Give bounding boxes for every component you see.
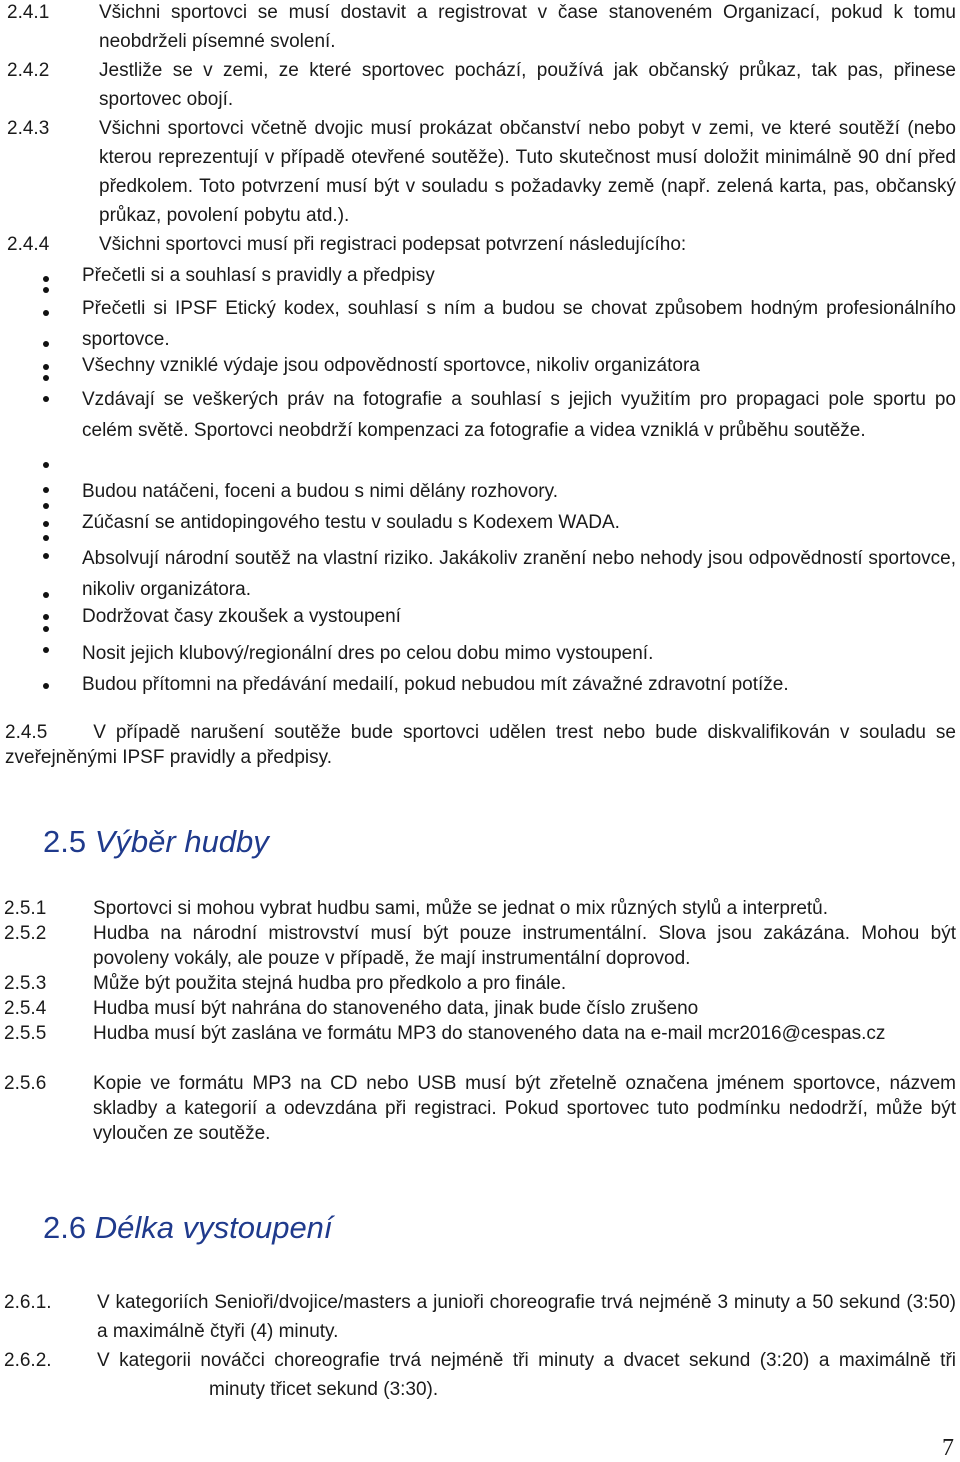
- item-number: 2.5.5: [4, 1023, 47, 1044]
- page-number: 7: [942, 1435, 954, 1461]
- bullet-dot: [43, 553, 49, 559]
- bullet-dot: [43, 396, 49, 402]
- item-text: Hudba musí být nahrána do stanoveného data, jinak bude číslo zrušeno: [93, 998, 699, 1019]
- item-text: Všichni sportovci včetně dvojic musí prokázat občanství nebo pobyt v zemi, ve které soutěží (nebo kterou reprezentují v případě otevřené soutěže). Tuto skutečnost musí doložit minimálně 90 dní před předkolem. Toto potvrzení musí být v souladu s požadavky země (např. zelená karta, pas, občanský průkaz, povolení pobytu atd.).: [99, 118, 956, 226]
- bullet-dot: [43, 503, 49, 509]
- bullet-dot: [43, 487, 49, 493]
- heading-number: 2.6: [43, 1210, 87, 1245]
- item-text: Hudba na národní mistrovství musí být pouze instrumentální. Slova jsou zakázána. Mohou být povoleny vokály, ale pouze v případě, že mají instrumentální doprovod.: [93, 923, 956, 969]
- bullet-dot: [43, 521, 49, 527]
- bullet-item: Všechny vzniklé výdaje jsou odpovědností sportovce, nikoliv organizátora: [82, 355, 700, 376]
- section-heading: [43, 1210, 333, 1246]
- bullet-item: Zúčasní se antidopingového testu v souladu s Kodexem WADA.: [82, 512, 620, 533]
- bullet-item: Budou natáčeni, foceni a budou s nimi dělány rozhovory.: [82, 481, 559, 502]
- bullet-dot: [43, 341, 49, 347]
- item-text: [97, 1288, 956, 1346]
- bullet-dot: [43, 614, 49, 620]
- bullet-dot: [43, 647, 49, 653]
- item-number: 2.5.2: [4, 923, 47, 944]
- item-body: V kategoriích Senioři/dvojice/masters a junioři choreografie trvá nejméně 3 minuty a 50 sekund (3:50) a maximálně čtyři (4) minuty.: [97, 1292, 956, 1342]
- item-number: 2.5.4: [4, 998, 47, 1019]
- section-heading: [43, 824, 269, 860]
- item-text: Sportovci si mohou vybrat hudbu sami, může se jednat o mix různých stylů a interpretů.: [93, 898, 829, 919]
- bullet-dot: [43, 364, 49, 370]
- bullet-item: Dodržovat časy zkoušek a vystoupení: [82, 606, 401, 627]
- item-text: Hudba musí být zaslána ve formátu MP3 do stanoveného data na e-mail mcr2016@cespas.cz: [93, 1023, 886, 1044]
- item-number: 2.5.6: [4, 1073, 47, 1094]
- heading-number: 2.5: [43, 824, 87, 859]
- bullet-dot: [43, 626, 49, 632]
- item-text: Všichni sportovci se musí dostavit a registrovat v čase stanoveném Organizací, pokud k tomu neobdrželi písemné svolení.: [99, 2, 956, 52]
- bullet-dot: [43, 535, 49, 541]
- heading-title: Délka vystoupení: [94, 1210, 333, 1245]
- item-text: Všichni sportovci musí při registraci podepsat potvrzení následujícího:: [99, 234, 687, 255]
- bullet-dot: [43, 287, 49, 293]
- bullet-item: Budou přítomni na předávání medailí, pokud nebudou mít závažné zdravotní potíže.: [82, 674, 789, 695]
- bullet-dot: [43, 683, 49, 689]
- item-number: 2.6.2.: [4, 1350, 52, 1371]
- item-body: V kategorii nováčci choreografie trvá nejméně tři minuty a dvacet sekund (3:20) a maximálně tři minuty třicet sekund (3:30).: [97, 1350, 956, 1400]
- bullet-item: Nosit jejich klubový/regionální dres po celou dobu mimo vystoupení.: [82, 643, 654, 664]
- bullet-item: Vzdávají se veškerých práv na fotografie a souhlasí s jejich využitím pro propagaci pole sportu po celém světě. Sportovci neobdrží kompenzaci za fotografie a videa vzniklá v průběhu soutěže.: [82, 389, 956, 441]
- item-number: 2.4.5: [5, 722, 48, 743]
- item-text: Kopie ve formátu MP3 na CD nebo USB musí být zřetelně označena jménem sportovce, názvem skladby a kategorií a odevzdána při registraci. Pokud sportovec tuto podmínku nedodrží, může být vyloučen ze soutěže.: [93, 1073, 956, 1144]
- item-text: Jestliže se v zemi, ze které sportovec pochází, používá jak občanský průkaz, tak pas, přinese sportovec obojí.: [99, 60, 956, 110]
- bullet-dot: [43, 276, 49, 282]
- heading-title: Výběr hudby: [94, 824, 269, 859]
- bullet-dot: [43, 375, 49, 381]
- bullet-item: Absolvují národní soutěž na vlastní riziko. Jakákoliv zranění nebo nehody jsou odpovědností sportovce, nikoliv organizátora.: [82, 548, 956, 600]
- item-text: Může být použita stejná hudba pro předkolo a pro finále.: [93, 973, 567, 994]
- item-number: 2.4.3: [7, 118, 50, 139]
- bullet-dot: [43, 592, 49, 598]
- bullet-dot: [43, 310, 49, 316]
- item-number: 2.4.4: [7, 234, 50, 255]
- item-number: 2.6.1.: [4, 1292, 52, 1313]
- bullet-dot: [43, 462, 49, 468]
- item-number: 2.5.3: [4, 973, 47, 994]
- item-number: 2.4.1: [7, 2, 50, 23]
- item-number: 2.4.2: [7, 60, 50, 81]
- bullet-item: Přečetli si a souhlasí s pravidly a předpisy: [82, 265, 435, 286]
- item-number: 2.5.1: [4, 898, 47, 919]
- item-text: [97, 1346, 956, 1404]
- item-2-4-5: [5, 720, 956, 770]
- bullet-item: Přečetli si IPSF Etický kodex, souhlasí s ním a budou se chovat způsobem hodným profesionálního sportovce.: [82, 298, 956, 350]
- item-body: V případě narušení soutěže bude sportovci udělen trest nebo bude diskvalifikován v souladu se zveřejněnými IPSF pravidly a předpisy.: [5, 722, 956, 768]
- item-text: [5, 720, 956, 770]
